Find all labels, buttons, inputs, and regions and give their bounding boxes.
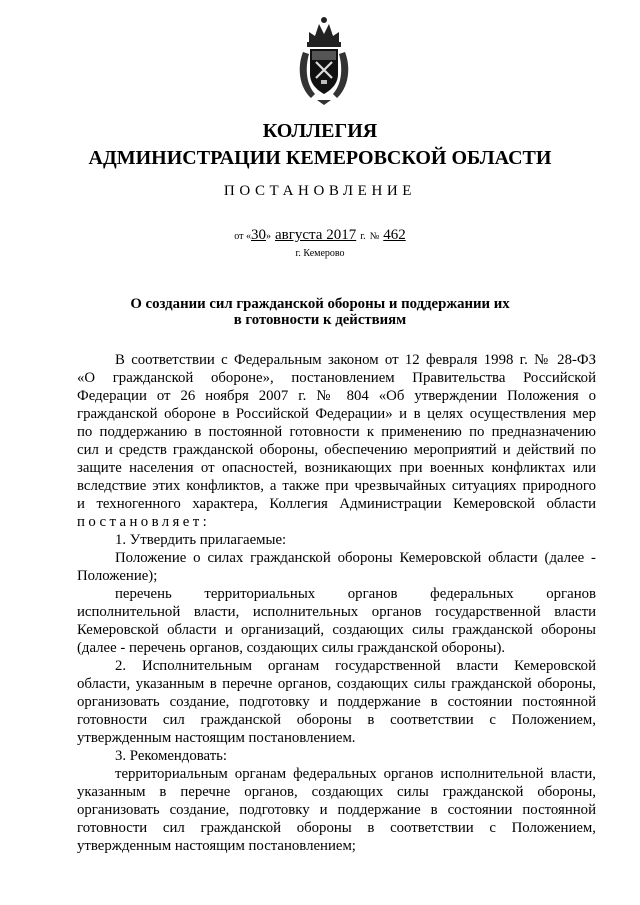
body-line: указанным в перечне органов, создающих силы гражданской обороны, <box>77 784 596 800</box>
title-line: О создании сил гражданской обороны и поддержании их <box>130 296 510 312</box>
body-line: Положение); <box>77 568 158 584</box>
date-day: 30 <box>251 227 266 243</box>
org-name-line2: АДМИНИСТРАЦИИ КЕМЕРОВСКОЙ ОБЛАСТИ <box>88 147 552 169</box>
body-line: и техногенного характера, Коллегия Администрации Кемеровской области <box>77 496 596 512</box>
body-line: Кемеровской области и организаций, создающих силы гражданской обороны <box>77 622 596 638</box>
body-line: организовать создание, подготовку и поддержание в состоянии постоянной <box>77 694 596 710</box>
body-line: защите населения от опасностей, возникающих при военных конфликтах или <box>77 460 596 476</box>
body-line: 1. Утвердить прилагаемые: <box>115 532 287 548</box>
date-year-suffix: г. <box>360 231 366 242</box>
body-line: готовности сил гражданской обороны в соответствии с Положением, <box>77 712 596 728</box>
date-line <box>0 226 640 244</box>
body-line: 2. Исполнительным органам государственной власти Кемеровской <box>115 658 596 674</box>
document-type: ПОСТАНОВЛЕНИЕ <box>223 183 417 199</box>
body-line: гражданской обороне в Российской Федерации» и в целях осуществления мер <box>77 406 596 422</box>
body-line: сил и средств гражданской обороны, обеспечению мероприятий и действий по <box>77 442 596 458</box>
body-line: территориальным органам федеральных органов исполнительной власти, <box>115 766 596 782</box>
document-body <box>77 351 596 855</box>
city: г. Кемерово <box>295 248 345 259</box>
date-month-year: августа 2017 <box>275 227 357 243</box>
body-line: по поддержанию в постоянной готовности к применению по предназначению <box>77 424 596 440</box>
body-line: постановляет: <box>77 514 211 530</box>
body-line: организовать создание, подготовку и поддержание в состоянии постоянной <box>77 802 596 818</box>
body-line: утвержденным настоящим постановлением; <box>77 838 356 854</box>
body-line: (далее - перечень органов, создающих силы гражданской обороны). <box>77 640 506 656</box>
body-line: вследствие этих конфликтов, а также при чрезвычайных ситуациях природного <box>77 478 596 494</box>
body-line: Положение о силах гражданской обороны Кемеровской области (далее - <box>115 550 596 566</box>
coat-of-arms-icon <box>297 12 351 106</box>
date-mid: » <box>266 231 271 242</box>
date-prefix: от « <box>234 231 251 242</box>
org-name-line1: КОЛЛЕГИЯ <box>262 120 378 142</box>
title-line: в готовности к действиям <box>233 312 407 328</box>
body-line: «О гражданской обороне», постановлением Правительства Российской <box>77 370 596 386</box>
body-line: Федерации от 26 ноября 2007 г. № 804 «Об утверждении Положения о <box>77 388 596 404</box>
body-line: готовности сил гражданской обороны в соответствии с Положением, <box>77 820 596 836</box>
document-number: 462 <box>383 227 406 243</box>
body-line: В соответствии с Федеральным законом от 12 февраля 1998 г. № 28-ФЗ <box>115 352 596 368</box>
number-prefix: № <box>369 231 380 242</box>
body-line: исполнительной власти, исполнительных органов государственной власти <box>77 604 596 620</box>
document-title <box>0 296 640 328</box>
body-line: 3. Рекомендовать: <box>115 748 228 764</box>
body-line: перечень территориальных органов федеральных органов <box>115 586 596 602</box>
body-line: области, указанным в перечне органов, создающих силы гражданской обороны, <box>77 676 596 692</box>
body-line: утвержденным настоящим постановлением. <box>77 730 356 746</box>
